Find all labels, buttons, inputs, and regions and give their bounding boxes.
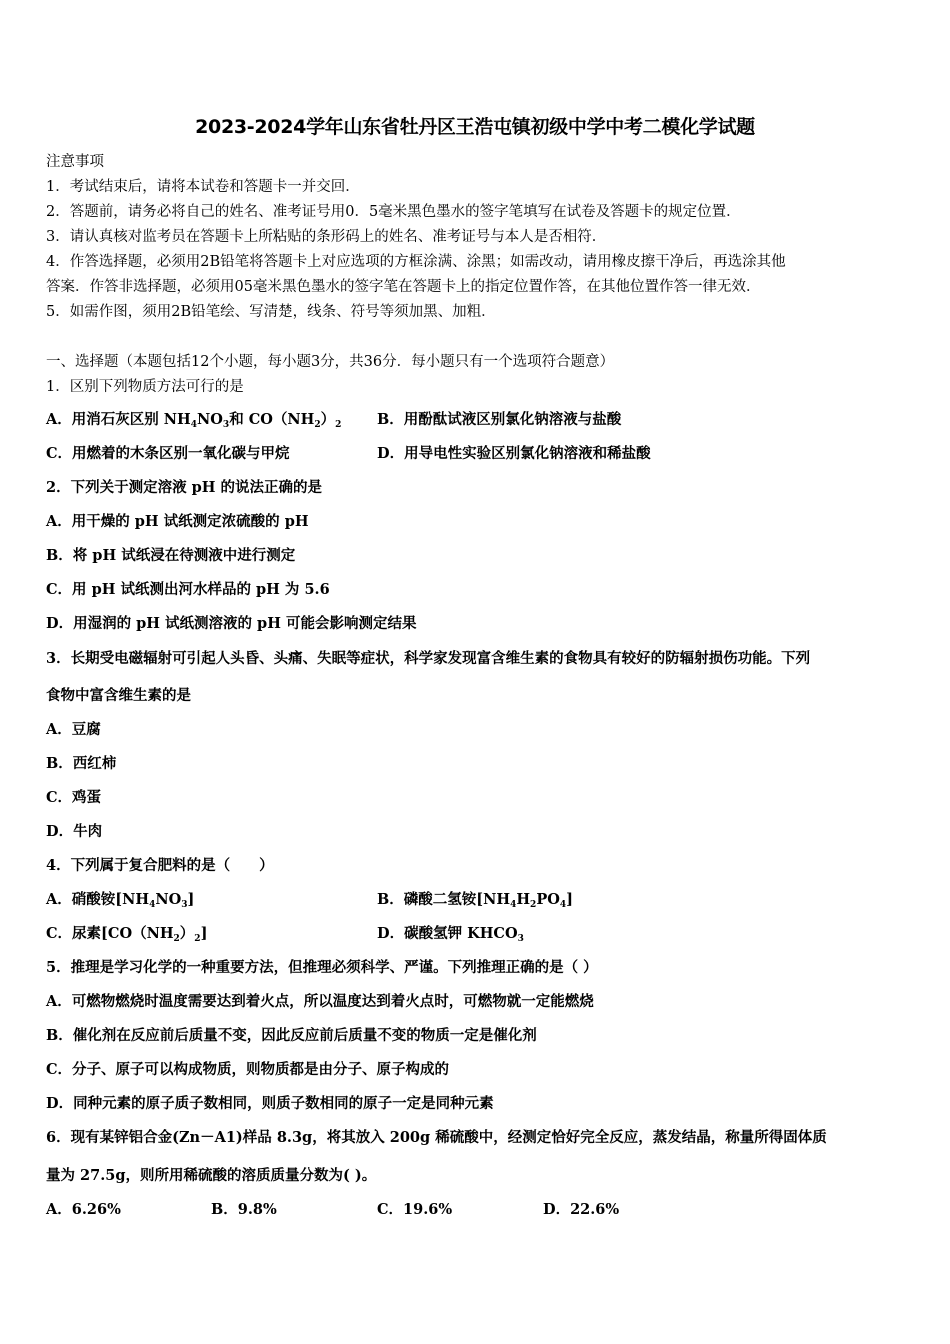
question-5-option-d: D．同种元素的原子质子数相同，则质子数相同的原子一定是同种元素	[46, 1095, 494, 1112]
question-4-option-a: A．硝酸铵$[NH_4NO_3]$	[46, 891, 195, 910]
question-4-option-c: C．尿素$[CO(NH_2)_2]$	[46, 925, 208, 944]
question-2-option-d: D．用湿润的 pH 试纸测溶液的 pH 可能会影响测定结果	[46, 615, 417, 632]
question-2-option-c: C．用 pH 试纸测出河水样品的 pH 为 5.6	[46, 581, 330, 598]
question-3-option-d: D．牛肉	[46, 823, 103, 840]
question-1-stem: 1．区别下列物质方法可行的是	[46, 379, 244, 395]
question-3-stem-continued: 食物中富含维生素的是	[46, 687, 191, 704]
question-6-stem-continued: 量为 27.5g，则所用稀硫酸的溶质质量分数为( )。	[46, 1167, 377, 1184]
notice-item: 3．请认真核对监考员在答题卡上所粘贴的条形码上的姓名、准考证号与本人是否相符．	[46, 229, 607, 245]
question-1-option-b: B．用酚酞试液区别氯化钠溶液与盐酸	[377, 411, 622, 428]
notice-item: 答案．作答非选择题，必须用05毫米黑色墨水的签字笔在答题卡上的指定位置作答，在其他位置作答一律无效．	[46, 279, 761, 295]
question-5-option-a: A．可燃物燃烧时温度需要达到着火点，所以温度达到着火点时，可燃物就一定能燃烧	[46, 993, 594, 1010]
question-6-stem: 6．现有某锌铝合金(Zn－A1)样品 8.3g，将其放入 200g 稀硫酸中，经测定恰好完全反应，蒸发结晶，称量所得固体质	[46, 1129, 827, 1146]
question-2-option-b: B．将 pH 试纸浸在待测液中进行测定	[46, 547, 296, 564]
question-1-option-c: C．用燃着的木条区别一氧化碳与甲烷	[46, 445, 290, 462]
question-1-option-d: D．用导电性实验区别氯化钠溶液和稀盐酸	[377, 445, 651, 462]
question-6-option-d: D．22.6%	[543, 1201, 620, 1218]
page-title: 2023-2024学年山东省牡丹区王浩屯镇初级中学中考二模化学试题	[195, 116, 755, 138]
question-6-option-b: B．9.8%	[211, 1201, 277, 1218]
question-3-option-c: C．鸡蛋	[46, 789, 102, 806]
question-6-option-a: A．6.26%	[46, 1201, 121, 1218]
question-3-stem: 3．长期受电磁辐射可引起人头昏、头痛、失眠等症状，科学家发现富含维生素的食物具有较好的防辐射损伤功能。下列	[46, 650, 811, 667]
question-4-stem: 4．下列属于复合肥料的是（ ）	[46, 857, 274, 874]
question-2-option-a: A．用干燥的 pH 试纸测定浓硫酸的 pH	[46, 513, 309, 530]
question-5-option-c: C．分子、原子可以构成物质，则物质都是由分子、原子构成的	[46, 1061, 450, 1078]
question-2-stem: 2．下列关于测定溶液 pH 的说法正确的是	[46, 479, 323, 496]
question-3-option-b: B．西红柿	[46, 755, 117, 772]
question-5-option-b: B．催化剂在反应前后质量不变，因此反应前后质量不变的物质一定是催化剂	[46, 1027, 537, 1044]
question-3-option-a: A．豆腐	[46, 721, 101, 738]
question-4-option-b: B．磷酸二氢铵$[NH_4H_2PO_4]$	[377, 891, 573, 910]
question-6-option-c: C．19.6%	[377, 1201, 453, 1218]
notice-item: 5．如需作图，须用2B铅笔绘、写清楚，线条、符号等须加黑、加粗．	[46, 304, 496, 320]
notice-item: 2．答题前，请务必将自己的姓名、准考证号用0．5毫米黑色墨水的签字笔填写在试卷及答题卡的规定位置．	[46, 204, 741, 220]
question-1-option-a: A．用消石灰区别 $NH_4NO_3$和 $CO(NH_2)_2$	[46, 411, 342, 430]
question-5-stem: 5．推理是学习化学的一种重要方法，但推理必须科学、严谨。下列推理正确的是（ ）	[46, 959, 598, 976]
notice-item: 4．作答选择题，必须用2B铅笔将答题卡上对应选项的方框涂满、涂黑；如需改动，请用橡皮擦干净后，再选涂其他	[46, 254, 786, 270]
notice-heading: 注意事项	[46, 154, 104, 170]
notice-item: 1．考试结束后，请将本试卷和答题卡一并交回．	[46, 179, 360, 195]
section-heading: 一、选择题（本题包括12个小题，每小题3分，共36分．每小题只有一个选项符合题意）	[46, 354, 615, 370]
question-4-option-d: D．碳酸氢钾 $KHCO_3$	[377, 925, 524, 944]
